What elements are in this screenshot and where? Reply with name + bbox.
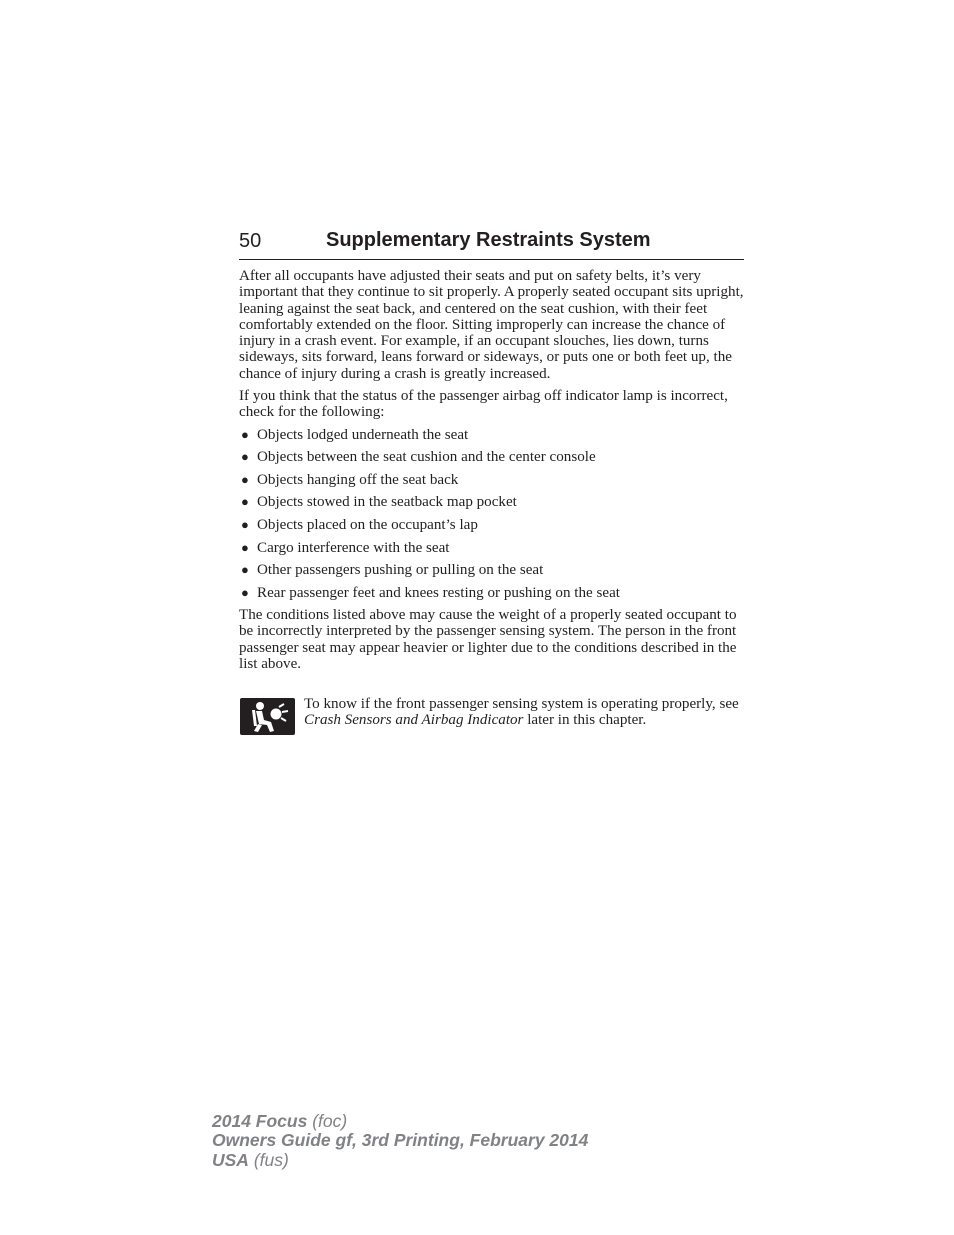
airbag-icon [240,698,295,735]
list-item-text: Objects placed on the occupant’s lap [257,517,478,534]
page-header [239,228,744,260]
list-item [239,517,745,540]
list-item [239,494,745,517]
footer-guide: Owners Guide gf, 3rd Printing, February 2014 [212,1130,589,1151]
note-text [304,696,747,729]
bullet-icon: ● [241,449,249,465]
footer-model-code: (foc) [312,1111,348,1131]
note-text-tail: later in this chapter. [523,712,647,729]
footer-market: USA [212,1149,249,1170]
bullet-icon: ● [241,517,249,533]
page-number: 50 [239,230,262,252]
paragraph-indicator-check: If you think that the status of the passenger airbag off indicator lamp is incorrect, check for the following: [239,388,728,421]
list-item [239,585,745,608]
bullet-icon: ● [241,471,249,487]
list-item-text: Objects lodged underneath the seat [257,426,469,443]
cross-reference: Crash Sensors and Airbag Indicator [304,712,524,729]
footer-guide-line [212,1131,588,1150]
list-item-text: Objects hanging off the seat back [257,471,459,488]
list-item-text: Objects stowed in the seatback map pocket [257,494,517,511]
footer-model: 2014 Focus [212,1111,308,1131]
bullet-icon: ● [241,562,249,578]
paragraph-occupant-posture: After all occupants have adjusted their seats and put on safety belts, it’s very important that they continue to sit properly. A properly seated occupant sits upright, leaning against the seat back, and centered on the seat cushion, with their feet comfortably extended on the floor. Sitting improperly can increase the chance of injury in a crash event. For example, if an occupant slouches, lies down, turns sideways, sits forward, leans forward or sideways, or puts one or both feet up, the chance of injury during a crash is greatly increased. [239,268,744,382]
list-item-text: Other passengers pushing or pulling on the seat [257,562,544,579]
body-text [239,268,745,672]
list-item-text: Rear passenger feet and knees resting or pushing on the seat [257,584,620,601]
footer-market-code: (fus) [253,1149,289,1170]
list-item-text: Cargo interference with the seat [257,539,450,556]
bullet-icon: ● [241,426,249,442]
list-item-text: Objects between the seat cushion and the center console [257,449,596,466]
list-item [239,562,745,585]
bullet-icon: ● [241,584,249,600]
paragraph-conditions: The conditions listed above may cause the weight of a properly seated occupant to be incorrectly interpreted by the passenger sensing system. The person in the front passenger seat may appear heavier or lighter due to the conditions described in the list above. [239,606,737,672]
list-item [239,540,745,563]
print-footer [212,1112,588,1170]
footer-model-line [212,1112,588,1131]
list-item [239,449,745,472]
note-text-lead: To know if the front passenger sensing system is operating properly, see [304,696,739,712]
list-item [239,472,745,495]
checklist [239,427,745,608]
bullet-icon: ● [241,539,249,555]
section-title: Supplementary Restraints System [326,229,651,251]
list-item [239,427,745,450]
bullet-icon: ● [241,494,249,510]
footer-market-line [212,1151,588,1170]
